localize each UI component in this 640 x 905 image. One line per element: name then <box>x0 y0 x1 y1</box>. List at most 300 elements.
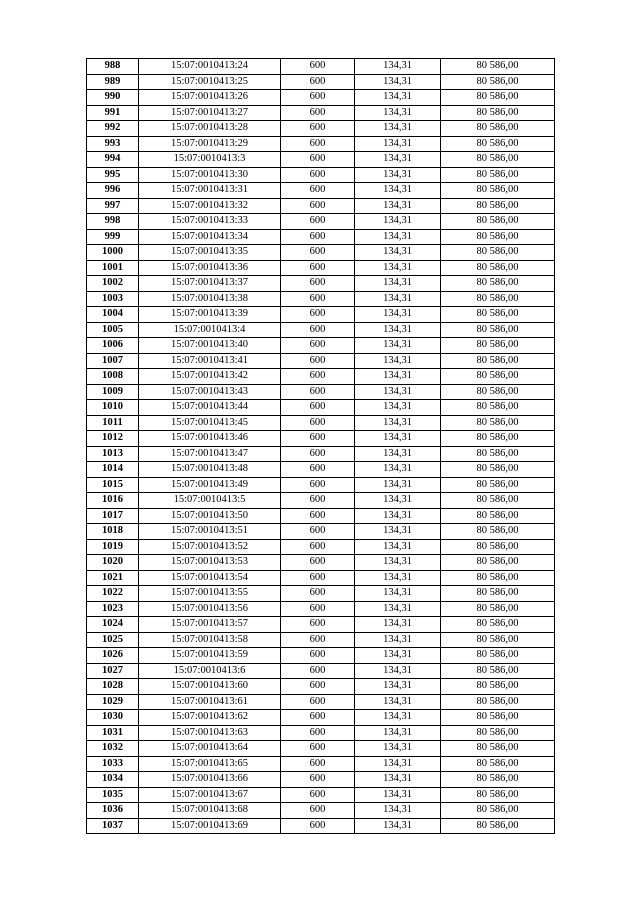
table-row <box>87 663 555 679</box>
table-row <box>87 183 555 199</box>
cost-value-cell: 80 586,00 <box>441 276 555 292</box>
cadastral-table <box>86 58 555 834</box>
cadastral-number-cell: 15:07:0010413:41 <box>139 353 281 369</box>
cadastral-number-cell: 15:07:0010413:44 <box>139 400 281 416</box>
cost-value-cell: 80 586,00 <box>441 121 555 137</box>
table-row <box>87 462 555 478</box>
row-number-cell: 1019 <box>87 539 139 555</box>
table-row <box>87 322 555 338</box>
cost-value-cell: 80 586,00 <box>441 59 555 75</box>
area-value-cell: 600 <box>281 276 355 292</box>
cadastral-number-cell: 15:07:0010413:31 <box>139 183 281 199</box>
rate-value-cell: 134,31 <box>355 260 441 276</box>
cost-value-cell: 80 586,00 <box>441 818 555 834</box>
area-value-cell: 600 <box>281 353 355 369</box>
table-row <box>87 400 555 416</box>
table-row <box>87 384 555 400</box>
row-number-cell: 1025 <box>87 632 139 648</box>
rate-value-cell: 134,31 <box>355 694 441 710</box>
row-number-cell: 1005 <box>87 322 139 338</box>
cadastral-number-cell: 15:07:0010413:50 <box>139 508 281 524</box>
row-number-cell: 1010 <box>87 400 139 416</box>
rate-value-cell: 134,31 <box>355 446 441 462</box>
cost-value-cell: 80 586,00 <box>441 353 555 369</box>
area-value-cell: 600 <box>281 245 355 261</box>
rate-value-cell: 134,31 <box>355 152 441 168</box>
area-value-cell: 600 <box>281 214 355 230</box>
table-row <box>87 105 555 121</box>
row-number-cell: 1031 <box>87 725 139 741</box>
area-value-cell: 600 <box>281 74 355 90</box>
cadastral-number-cell: 15:07:0010413:53 <box>139 555 281 571</box>
cadastral-number-cell: 15:07:0010413:46 <box>139 431 281 447</box>
rate-value-cell: 134,31 <box>355 121 441 137</box>
rate-value-cell: 134,31 <box>355 338 441 354</box>
row-number-cell: 995 <box>87 167 139 183</box>
rate-value-cell: 134,31 <box>355 477 441 493</box>
row-number-cell: 988 <box>87 59 139 75</box>
rate-value-cell: 134,31 <box>355 198 441 214</box>
cost-value-cell: 80 586,00 <box>441 369 555 385</box>
cost-value-cell: 80 586,00 <box>441 136 555 152</box>
cadastral-number-cell: 15:07:0010413:35 <box>139 245 281 261</box>
rate-value-cell: 134,31 <box>355 725 441 741</box>
cost-value-cell: 80 586,00 <box>441 632 555 648</box>
rate-value-cell: 134,31 <box>355 632 441 648</box>
table-row <box>87 59 555 75</box>
cost-value-cell: 80 586,00 <box>441 570 555 586</box>
document-page <box>86 58 554 834</box>
area-value-cell: 600 <box>281 59 355 75</box>
area-value-cell: 600 <box>281 462 355 478</box>
cost-value-cell: 80 586,00 <box>441 338 555 354</box>
area-value-cell: 600 <box>281 477 355 493</box>
row-number-cell: 1016 <box>87 493 139 509</box>
rate-value-cell: 134,31 <box>355 105 441 121</box>
cadastral-number-cell: 15:07:0010413:4 <box>139 322 281 338</box>
cost-value-cell: 80 586,00 <box>441 198 555 214</box>
rate-value-cell: 134,31 <box>355 741 441 757</box>
cadastral-number-cell: 15:07:0010413:60 <box>139 679 281 695</box>
rate-value-cell: 134,31 <box>355 415 441 431</box>
area-value-cell: 600 <box>281 756 355 772</box>
cadastral-number-cell: 15:07:0010413:65 <box>139 756 281 772</box>
cost-value-cell: 80 586,00 <box>441 787 555 803</box>
table-body <box>87 59 555 834</box>
cost-value-cell: 80 586,00 <box>441 648 555 664</box>
cost-value-cell: 80 586,00 <box>441 477 555 493</box>
table-row <box>87 198 555 214</box>
cost-value-cell: 80 586,00 <box>441 167 555 183</box>
row-number-cell: 1024 <box>87 617 139 633</box>
area-value-cell: 600 <box>281 384 355 400</box>
table-row <box>87 245 555 261</box>
area-value-cell: 600 <box>281 121 355 137</box>
cadastral-number-cell: 15:07:0010413:49 <box>139 477 281 493</box>
row-number-cell: 1032 <box>87 741 139 757</box>
rate-value-cell: 134,31 <box>355 353 441 369</box>
table-row <box>87 493 555 509</box>
cost-value-cell: 80 586,00 <box>441 431 555 447</box>
cost-value-cell: 80 586,00 <box>441 601 555 617</box>
table-row <box>87 136 555 152</box>
area-value-cell: 600 <box>281 415 355 431</box>
row-number-cell: 1008 <box>87 369 139 385</box>
cost-value-cell: 80 586,00 <box>441 415 555 431</box>
table-row <box>87 307 555 323</box>
table-row <box>87 772 555 788</box>
area-value-cell: 600 <box>281 508 355 524</box>
cadastral-number-cell: 15:07:0010413:66 <box>139 772 281 788</box>
cost-value-cell: 80 586,00 <box>441 245 555 261</box>
area-value-cell: 600 <box>281 663 355 679</box>
rate-value-cell: 134,31 <box>355 710 441 726</box>
rate-value-cell: 134,31 <box>355 400 441 416</box>
row-number-cell: 998 <box>87 214 139 230</box>
rate-value-cell: 134,31 <box>355 601 441 617</box>
table-row <box>87 74 555 90</box>
rate-value-cell: 134,31 <box>355 291 441 307</box>
area-value-cell: 600 <box>281 772 355 788</box>
cadastral-number-cell: 15:07:0010413:32 <box>139 198 281 214</box>
cadastral-number-cell: 15:07:0010413:28 <box>139 121 281 137</box>
area-value-cell: 600 <box>281 555 355 571</box>
rate-value-cell: 134,31 <box>355 214 441 230</box>
row-number-cell: 1023 <box>87 601 139 617</box>
table-row <box>87 694 555 710</box>
row-number-cell: 1034 <box>87 772 139 788</box>
rate-value-cell: 134,31 <box>355 183 441 199</box>
cost-value-cell: 80 586,00 <box>441 229 555 245</box>
row-number-cell: 1026 <box>87 648 139 664</box>
table-row <box>87 508 555 524</box>
area-value-cell: 600 <box>281 167 355 183</box>
table-row <box>87 369 555 385</box>
cadastral-number-cell: 15:07:0010413:5 <box>139 493 281 509</box>
area-value-cell: 600 <box>281 648 355 664</box>
cost-value-cell: 80 586,00 <box>441 555 555 571</box>
area-value-cell: 600 <box>281 322 355 338</box>
rate-value-cell: 134,31 <box>355 648 441 664</box>
table-row <box>87 167 555 183</box>
rate-value-cell: 134,31 <box>355 322 441 338</box>
cadastral-number-cell: 15:07:0010413:43 <box>139 384 281 400</box>
table-row <box>87 710 555 726</box>
rate-value-cell: 134,31 <box>355 586 441 602</box>
row-number-cell: 993 <box>87 136 139 152</box>
table-row <box>87 570 555 586</box>
cadastral-number-cell: 15:07:0010413:42 <box>139 369 281 385</box>
table-row <box>87 260 555 276</box>
cost-value-cell: 80 586,00 <box>441 90 555 106</box>
cadastral-number-cell: 15:07:0010413:58 <box>139 632 281 648</box>
row-number-cell: 1027 <box>87 663 139 679</box>
table-row <box>87 415 555 431</box>
cadastral-number-cell: 15:07:0010413:39 <box>139 307 281 323</box>
rate-value-cell: 134,31 <box>355 787 441 803</box>
cost-value-cell: 80 586,00 <box>441 105 555 121</box>
row-number-cell: 1003 <box>87 291 139 307</box>
rate-value-cell: 134,31 <box>355 462 441 478</box>
area-value-cell: 600 <box>281 338 355 354</box>
table-row <box>87 787 555 803</box>
cadastral-number-cell: 15:07:0010413:26 <box>139 90 281 106</box>
table-row <box>87 229 555 245</box>
row-number-cell: 997 <box>87 198 139 214</box>
row-number-cell: 1014 <box>87 462 139 478</box>
area-value-cell: 600 <box>281 539 355 555</box>
cadastral-number-cell: 15:07:0010413:36 <box>139 260 281 276</box>
area-value-cell: 600 <box>281 787 355 803</box>
row-number-cell: 1035 <box>87 787 139 803</box>
area-value-cell: 600 <box>281 446 355 462</box>
area-value-cell: 600 <box>281 400 355 416</box>
rate-value-cell: 134,31 <box>355 384 441 400</box>
cadastral-number-cell: 15:07:0010413:64 <box>139 741 281 757</box>
rate-value-cell: 134,31 <box>355 307 441 323</box>
row-number-cell: 1036 <box>87 803 139 819</box>
rate-value-cell: 134,31 <box>355 369 441 385</box>
area-value-cell: 600 <box>281 818 355 834</box>
rate-value-cell: 134,31 <box>355 245 441 261</box>
cost-value-cell: 80 586,00 <box>441 214 555 230</box>
cost-value-cell: 80 586,00 <box>441 756 555 772</box>
area-value-cell: 600 <box>281 741 355 757</box>
cost-value-cell: 80 586,00 <box>441 307 555 323</box>
cost-value-cell: 80 586,00 <box>441 772 555 788</box>
table-row <box>87 90 555 106</box>
cost-value-cell: 80 586,00 <box>441 741 555 757</box>
cadastral-number-cell: 15:07:0010413:24 <box>139 59 281 75</box>
cost-value-cell: 80 586,00 <box>441 694 555 710</box>
area-value-cell: 600 <box>281 679 355 695</box>
row-number-cell: 1011 <box>87 415 139 431</box>
cadastral-number-cell: 15:07:0010413:34 <box>139 229 281 245</box>
cadastral-number-cell: 15:07:0010413:55 <box>139 586 281 602</box>
row-number-cell: 992 <box>87 121 139 137</box>
cadastral-number-cell: 15:07:0010413:61 <box>139 694 281 710</box>
area-value-cell: 600 <box>281 493 355 509</box>
cadastral-number-cell: 15:07:0010413:56 <box>139 601 281 617</box>
row-number-cell: 1007 <box>87 353 139 369</box>
rate-value-cell: 134,31 <box>355 508 441 524</box>
row-number-cell: 1006 <box>87 338 139 354</box>
cadastral-number-cell: 15:07:0010413:38 <box>139 291 281 307</box>
rate-value-cell: 134,31 <box>355 431 441 447</box>
table-row <box>87 803 555 819</box>
table-row <box>87 555 555 571</box>
cadastral-number-cell: 15:07:0010413:40 <box>139 338 281 354</box>
rate-value-cell: 134,31 <box>355 229 441 245</box>
row-number-cell: 991 <box>87 105 139 121</box>
cost-value-cell: 80 586,00 <box>441 803 555 819</box>
table-row <box>87 446 555 462</box>
rate-value-cell: 134,31 <box>355 679 441 695</box>
cadastral-number-cell: 15:07:0010413:52 <box>139 539 281 555</box>
area-value-cell: 600 <box>281 136 355 152</box>
cost-value-cell: 80 586,00 <box>441 260 555 276</box>
table-row <box>87 648 555 664</box>
area-value-cell: 600 <box>281 586 355 602</box>
table-row <box>87 291 555 307</box>
row-number-cell: 1021 <box>87 570 139 586</box>
cadastral-number-cell: 15:07:0010413:69 <box>139 818 281 834</box>
row-number-cell: 994 <box>87 152 139 168</box>
row-number-cell: 1028 <box>87 679 139 695</box>
area-value-cell: 600 <box>281 803 355 819</box>
row-number-cell: 1029 <box>87 694 139 710</box>
table-row <box>87 121 555 137</box>
row-number-cell: 996 <box>87 183 139 199</box>
cadastral-number-cell: 15:07:0010413:29 <box>139 136 281 152</box>
area-value-cell: 600 <box>281 570 355 586</box>
rate-value-cell: 134,31 <box>355 555 441 571</box>
rate-value-cell: 134,31 <box>355 493 441 509</box>
rate-value-cell: 134,31 <box>355 663 441 679</box>
area-value-cell: 600 <box>281 152 355 168</box>
cost-value-cell: 80 586,00 <box>441 462 555 478</box>
area-value-cell: 600 <box>281 105 355 121</box>
area-value-cell: 600 <box>281 369 355 385</box>
table-row <box>87 276 555 292</box>
row-number-cell: 1037 <box>87 818 139 834</box>
row-number-cell: 1001 <box>87 260 139 276</box>
cadastral-number-cell: 15:07:0010413:63 <box>139 725 281 741</box>
cadastral-number-cell: 15:07:0010413:6 <box>139 663 281 679</box>
table-row <box>87 431 555 447</box>
table-row <box>87 214 555 230</box>
table-row <box>87 617 555 633</box>
cost-value-cell: 80 586,00 <box>441 586 555 602</box>
row-number-cell: 1000 <box>87 245 139 261</box>
cost-value-cell: 80 586,00 <box>441 493 555 509</box>
cadastral-number-cell: 15:07:0010413:30 <box>139 167 281 183</box>
table-row <box>87 586 555 602</box>
rate-value-cell: 134,31 <box>355 59 441 75</box>
cadastral-number-cell: 15:07:0010413:33 <box>139 214 281 230</box>
table-row <box>87 477 555 493</box>
row-number-cell: 1004 <box>87 307 139 323</box>
area-value-cell: 600 <box>281 725 355 741</box>
row-number-cell: 1013 <box>87 446 139 462</box>
cost-value-cell: 80 586,00 <box>441 725 555 741</box>
cadastral-number-cell: 15:07:0010413:45 <box>139 415 281 431</box>
area-value-cell: 600 <box>281 183 355 199</box>
cost-value-cell: 80 586,00 <box>441 183 555 199</box>
row-number-cell: 1015 <box>87 477 139 493</box>
cadastral-number-cell: 15:07:0010413:54 <box>139 570 281 586</box>
cost-value-cell: 80 586,00 <box>441 539 555 555</box>
rate-value-cell: 134,31 <box>355 818 441 834</box>
cost-value-cell: 80 586,00 <box>441 322 555 338</box>
cadastral-number-cell: 15:07:0010413:62 <box>139 710 281 726</box>
cadastral-number-cell: 15:07:0010413:67 <box>139 787 281 803</box>
cadastral-number-cell: 15:07:0010413:51 <box>139 524 281 540</box>
area-value-cell: 600 <box>281 260 355 276</box>
area-value-cell: 600 <box>281 431 355 447</box>
table-row <box>87 601 555 617</box>
rate-value-cell: 134,31 <box>355 167 441 183</box>
rate-value-cell: 134,31 <box>355 136 441 152</box>
cadastral-number-cell: 15:07:0010413:27 <box>139 105 281 121</box>
row-number-cell: 1033 <box>87 756 139 772</box>
cost-value-cell: 80 586,00 <box>441 524 555 540</box>
area-value-cell: 600 <box>281 601 355 617</box>
cost-value-cell: 80 586,00 <box>441 508 555 524</box>
row-number-cell: 1017 <box>87 508 139 524</box>
cost-value-cell: 80 586,00 <box>441 663 555 679</box>
cost-value-cell: 80 586,00 <box>441 710 555 726</box>
rate-value-cell: 134,31 <box>355 772 441 788</box>
cadastral-number-cell: 15:07:0010413:37 <box>139 276 281 292</box>
area-value-cell: 600 <box>281 291 355 307</box>
cadastral-number-cell: 15:07:0010413:68 <box>139 803 281 819</box>
row-number-cell: 1009 <box>87 384 139 400</box>
cadastral-number-cell: 15:07:0010413:59 <box>139 648 281 664</box>
row-number-cell: 1012 <box>87 431 139 447</box>
cost-value-cell: 80 586,00 <box>441 384 555 400</box>
row-number-cell: 1022 <box>87 586 139 602</box>
rate-value-cell: 134,31 <box>355 570 441 586</box>
area-value-cell: 600 <box>281 90 355 106</box>
cadastral-number-cell: 15:07:0010413:48 <box>139 462 281 478</box>
table-row <box>87 756 555 772</box>
row-number-cell: 1002 <box>87 276 139 292</box>
table-row <box>87 725 555 741</box>
row-number-cell: 1020 <box>87 555 139 571</box>
rate-value-cell: 134,31 <box>355 803 441 819</box>
table-row <box>87 524 555 540</box>
cost-value-cell: 80 586,00 <box>441 152 555 168</box>
row-number-cell: 999 <box>87 229 139 245</box>
cadastral-number-cell: 15:07:0010413:57 <box>139 617 281 633</box>
cadastral-number-cell: 15:07:0010413:3 <box>139 152 281 168</box>
area-value-cell: 600 <box>281 694 355 710</box>
cost-value-cell: 80 586,00 <box>441 446 555 462</box>
table-row <box>87 353 555 369</box>
table-row <box>87 679 555 695</box>
table-row <box>87 741 555 757</box>
area-value-cell: 600 <box>281 632 355 648</box>
area-value-cell: 600 <box>281 198 355 214</box>
area-value-cell: 600 <box>281 710 355 726</box>
row-number-cell: 1030 <box>87 710 139 726</box>
rate-value-cell: 134,31 <box>355 539 441 555</box>
rate-value-cell: 134,31 <box>355 524 441 540</box>
row-number-cell: 1018 <box>87 524 139 540</box>
area-value-cell: 600 <box>281 617 355 633</box>
row-number-cell: 990 <box>87 90 139 106</box>
table-row <box>87 818 555 834</box>
table-row <box>87 338 555 354</box>
cost-value-cell: 80 586,00 <box>441 291 555 307</box>
table-row <box>87 539 555 555</box>
cost-value-cell: 80 586,00 <box>441 617 555 633</box>
row-number-cell: 989 <box>87 74 139 90</box>
rate-value-cell: 134,31 <box>355 74 441 90</box>
cost-value-cell: 80 586,00 <box>441 400 555 416</box>
rate-value-cell: 134,31 <box>355 617 441 633</box>
cadastral-number-cell: 15:07:0010413:47 <box>139 446 281 462</box>
table-row <box>87 152 555 168</box>
area-value-cell: 600 <box>281 307 355 323</box>
table-row <box>87 632 555 648</box>
rate-value-cell: 134,31 <box>355 90 441 106</box>
cost-value-cell: 80 586,00 <box>441 679 555 695</box>
area-value-cell: 600 <box>281 229 355 245</box>
cost-value-cell: 80 586,00 <box>441 74 555 90</box>
rate-value-cell: 134,31 <box>355 756 441 772</box>
